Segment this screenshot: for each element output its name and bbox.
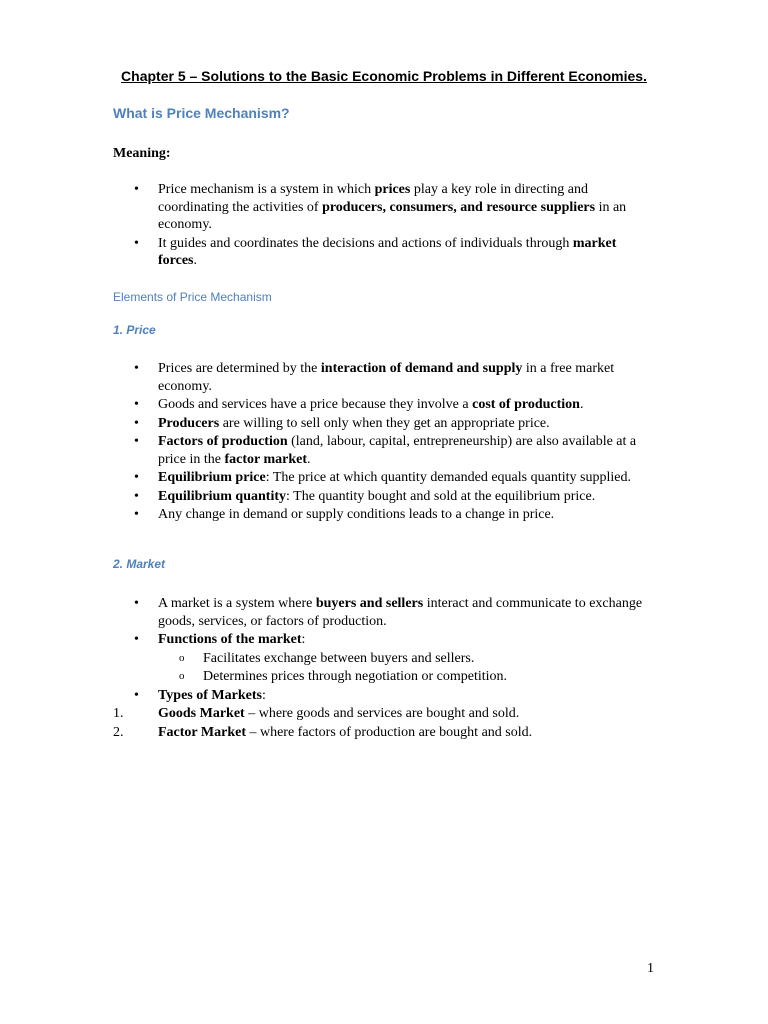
item-text <box>158 632 305 647</box>
sub-list-item <box>0 668 658 686</box>
list-item <box>0 181 658 234</box>
text-run: Any change in demand or supply conditions leads to a change in price. <box>158 507 555 522</box>
item-text <box>158 507 554 522</box>
item-text <box>158 725 532 740</box>
numbered-item <box>0 705 658 723</box>
bold-text: prices <box>374 182 411 197</box>
item-text <box>158 182 626 232</box>
text-run: Facilitates exchange between buyers and sellers. <box>203 650 475 666</box>
price-list <box>0 360 768 525</box>
bold-text: producers, consumers, and resource suppliers <box>322 199 596 215</box>
bullet-marker: • <box>134 361 139 376</box>
bullet-marker: • <box>134 507 139 522</box>
list-item <box>0 595 658 630</box>
numbered-item <box>0 724 658 742</box>
sub-list-item <box>0 650 658 668</box>
text-run: . <box>307 451 311 467</box>
item-text <box>158 236 616 269</box>
text-run: : <box>301 632 306 647</box>
list-item <box>0 360 658 395</box>
chapter-title-text: Chapter 5 – Solutions to the Basic Economic Problems in Different Economies. <box>121 68 647 84</box>
text-run: (land, labour, capital, entrepreneurship) are also available at a price in the <box>158 434 637 467</box>
text-run: . <box>193 253 197 268</box>
meaning-list <box>0 181 768 271</box>
bullet-marker: o <box>179 651 185 664</box>
chapter-title <box>0 68 768 84</box>
market-list <box>0 595 768 742</box>
bullet-marker: • <box>134 488 139 504</box>
list-item <box>0 488 658 506</box>
bullet-marker: • <box>134 434 139 449</box>
bullet-marker: • <box>134 632 139 647</box>
item-text <box>158 434 636 467</box>
item-text <box>158 688 266 703</box>
bullet-marker: o <box>179 670 185 682</box>
item-number: 1. <box>113 706 124 721</box>
item-text <box>158 416 550 431</box>
list-item <box>0 235 658 270</box>
item-text <box>158 596 642 629</box>
page-number: 1 <box>647 961 654 976</box>
bold-text: buyers and sellers <box>315 596 424 611</box>
bold-text: interaction of demand and supply <box>320 361 523 376</box>
bullet-marker: • <box>134 235 139 251</box>
text-run: – where goods and services are bought and sold. <box>244 706 520 721</box>
bold-text: Factors of production <box>158 434 288 449</box>
text-run: It guides and coordinates the decisions and actions of individuals through <box>158 235 573 251</box>
item-text <box>158 397 583 412</box>
text-run: Determines prices through negotiation or competition. <box>203 669 508 684</box>
item-text <box>203 669 507 684</box>
text-run: play a key role in directing and coordinating the activities of <box>158 182 589 215</box>
bullet-marker: • <box>134 182 139 197</box>
list-item <box>0 396 658 414</box>
bullet-marker: • <box>134 687 139 703</box>
list-item <box>0 506 658 524</box>
bold-text: Goods Market <box>158 706 245 721</box>
text-run: – where factors of production are bought and sold. <box>245 724 533 740</box>
text-run: interact and communicate to exchange goods, services, or factors of production. <box>158 596 643 629</box>
text-run: : The price at which quantity demanded equals quantity supplied. <box>265 470 631 485</box>
bullet-marker: • <box>134 596 139 611</box>
text-run: in a free market economy. <box>158 361 615 394</box>
list-item <box>0 415 658 433</box>
bold-text: Equilibrium price <box>158 470 266 485</box>
text-run: : The quantity bought and sold at the equilibrium price. <box>286 488 596 504</box>
bold-text: cost of production <box>472 397 580 412</box>
item-text <box>158 361 614 394</box>
bold-text: Types of Markets <box>158 687 262 703</box>
bold-text: Producers <box>158 415 220 431</box>
text-run: in an economy. <box>158 199 627 232</box>
item-text <box>203 651 474 666</box>
list-item <box>0 433 658 468</box>
bold-text: Equilibrium quantity <box>158 488 286 504</box>
bullet-marker: • <box>134 415 139 431</box>
item-text <box>158 470 631 485</box>
section-heading: What is Price Mechanism? <box>113 105 290 121</box>
text-run: are willing to sell only when they get an appropriate price. <box>219 415 550 431</box>
elements-heading: Elements of Price Mechanism <box>113 290 272 304</box>
text-run: . <box>579 397 584 412</box>
list-item <box>0 469 658 487</box>
bold-text: market forces <box>158 235 617 268</box>
bullet-marker: • <box>134 397 139 412</box>
list-item <box>0 687 658 705</box>
bullet-marker: • <box>134 470 139 485</box>
bold-text: Factor Market <box>158 724 246 740</box>
price-heading: 1. Price <box>113 323 156 337</box>
text-run: Prices are determined by the <box>158 361 321 376</box>
item-text <box>158 489 595 504</box>
text-run: : <box>261 687 266 703</box>
bold-text: Functions of the market <box>158 632 302 647</box>
meaning-label: Meaning: <box>113 146 171 161</box>
text-run: Goods and services have a price because they involve a <box>158 397 473 412</box>
market-heading: 2. Market <box>113 557 166 571</box>
item-number: 2. <box>113 724 124 740</box>
list-item <box>0 631 658 649</box>
text-run: A market is a system where <box>158 596 316 611</box>
bold-text: factor market <box>224 451 308 467</box>
item-text <box>158 706 519 721</box>
text-run: Price mechanism is a system in which <box>158 182 375 197</box>
